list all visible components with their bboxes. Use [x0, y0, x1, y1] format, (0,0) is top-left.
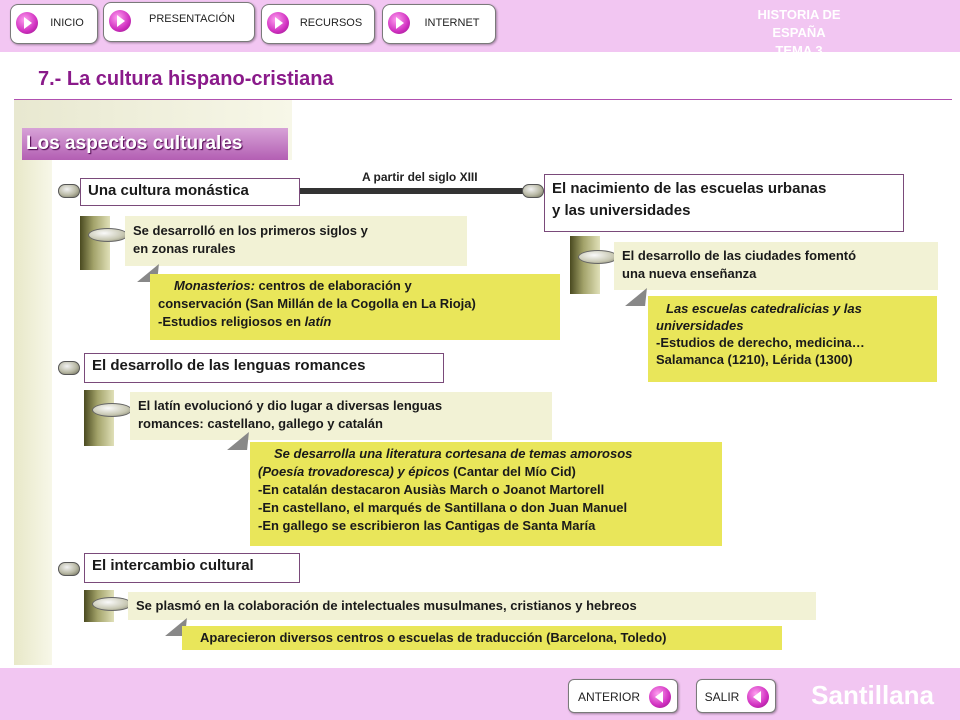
exchange-description: Se plasmó en la colaboración de intelectuales musulmanes, cristianos y hebreos [128, 592, 816, 620]
urban-label-line2: y las universidades [552, 202, 691, 219]
app-title-line2: TEMA 3 [775, 43, 823, 58]
page-title: 7.- La cultura hispano-cristiana [38, 68, 334, 90]
romance-desc-line1: El latín evolucionó y dio lugar a diversas lenguas [138, 398, 443, 413]
urban-note-line1: Las escuelas catedralicias y las [666, 301, 862, 316]
salir-button[interactable] [696, 679, 776, 713]
monastic-note-line2: conservación (San Millán de la Cogolla en La Rioja) [158, 296, 476, 311]
romance-note-line4: -En castellano, el marqués de Santillana o don Juan Manuel [258, 500, 628, 515]
anterior-label: ANTERIOR [577, 690, 640, 704]
urban-desc-line1: El desarrollo de las ciudades fomentó [622, 248, 857, 263]
monastic-note-line1: centros de elaboración y [254, 278, 412, 293]
urban-label-line1: El nacimiento de las escuelas urbanas [552, 180, 827, 197]
monastic-desc-line2: en zonas rurales [133, 241, 236, 256]
shade-bar [84, 390, 114, 446]
monastic-description [125, 216, 467, 266]
connector-label: A partir del siglo XIII [362, 170, 478, 184]
nav-inicio-button[interactable] [10, 4, 98, 44]
salir-label: SALIR [704, 690, 740, 704]
brand-logo: Santillana [811, 680, 934, 710]
shade-bar [570, 236, 600, 294]
app-title-line1: HISTORIA DE ESPAÑA [757, 7, 841, 40]
nav-presentacion-button[interactable] [103, 2, 255, 42]
monastic-note [150, 274, 560, 340]
urban-note [648, 296, 937, 382]
play-arrow-icon [267, 12, 289, 34]
topic-cultural-exchange: El intercambio cultural [84, 553, 300, 583]
monastic-desc-line1: Se desarrolló en los primeros siglos y [133, 223, 368, 238]
monastic-note-line3a: -Estudios religiosos en [158, 314, 305, 329]
nav-recursos-label: RECURSOS [299, 17, 363, 29]
bubble-icon [578, 250, 618, 264]
nav-internet-button[interactable] [382, 4, 496, 44]
left-decorative-strip [14, 160, 52, 665]
romance-description [130, 392, 552, 440]
romance-note-line2a: (Poesía trovadoresca) y épicos [258, 464, 450, 479]
nav-recursos-button[interactable] [261, 4, 375, 44]
bubble-icon [88, 228, 128, 242]
urban-note-line4: Salamanca (1210), Lérida (1300) [656, 352, 853, 367]
anterior-button[interactable] [568, 679, 678, 713]
play-arrow-icon [388, 12, 410, 34]
bubble-icon [92, 597, 132, 611]
app-title [734, 6, 864, 60]
romance-note-line1: Se desarrolla una literatura cortesana de temas amorosos [274, 446, 633, 461]
section-heading: Los aspectos culturales [22, 128, 288, 160]
bubble-icon [92, 403, 132, 417]
romance-note [250, 442, 722, 546]
timeline-connector [300, 188, 530, 194]
topic-urban-schools [544, 174, 904, 232]
bullet-knob-icon [58, 184, 80, 198]
bullet-knob-icon [58, 361, 80, 375]
back-arrow-icon [747, 686, 769, 708]
urban-desc-line2: una nueva enseñanza [622, 266, 757, 281]
bullet-knob-icon [522, 184, 544, 198]
nav-inicio-label: INICIO [50, 17, 84, 29]
nav-internet-label: INTERNET [424, 17, 480, 29]
bullet-knob-icon [58, 562, 80, 576]
play-arrow-icon [109, 10, 131, 32]
topic-monastic-culture: Una cultura monástica [80, 178, 300, 206]
romance-desc-line2: romances: castellano, gallego y catalán [138, 416, 383, 431]
urban-note-line2: universidades [656, 318, 744, 333]
back-arrow-icon [649, 686, 671, 708]
romance-note-line5: -En gallego se escribieron las Cantigas de Santa María [258, 518, 596, 533]
exchange-note: Aparecieron diversos centros o escuelas de traducción (Barcelona, Toledo) [182, 626, 782, 650]
monastic-note-line3b: latín [304, 314, 332, 329]
urban-description [614, 242, 938, 290]
topic-romance-languages: El desarrollo de las lenguas romances [84, 353, 444, 383]
shade-bar [80, 216, 110, 270]
urban-note-line3: -Estudios de derecho, medicina… [656, 335, 865, 350]
romance-note-line2b: (Cantar del Mío Cid) [449, 464, 576, 479]
monastic-note-lead: Monasterios: [174, 278, 255, 293]
play-arrow-icon [16, 12, 38, 34]
nav-presentacion-label: PRESENTACIÓN [149, 13, 235, 25]
romance-note-line3: -En catalán destacaron Ausiàs March o Joanot Martorell [258, 482, 605, 497]
